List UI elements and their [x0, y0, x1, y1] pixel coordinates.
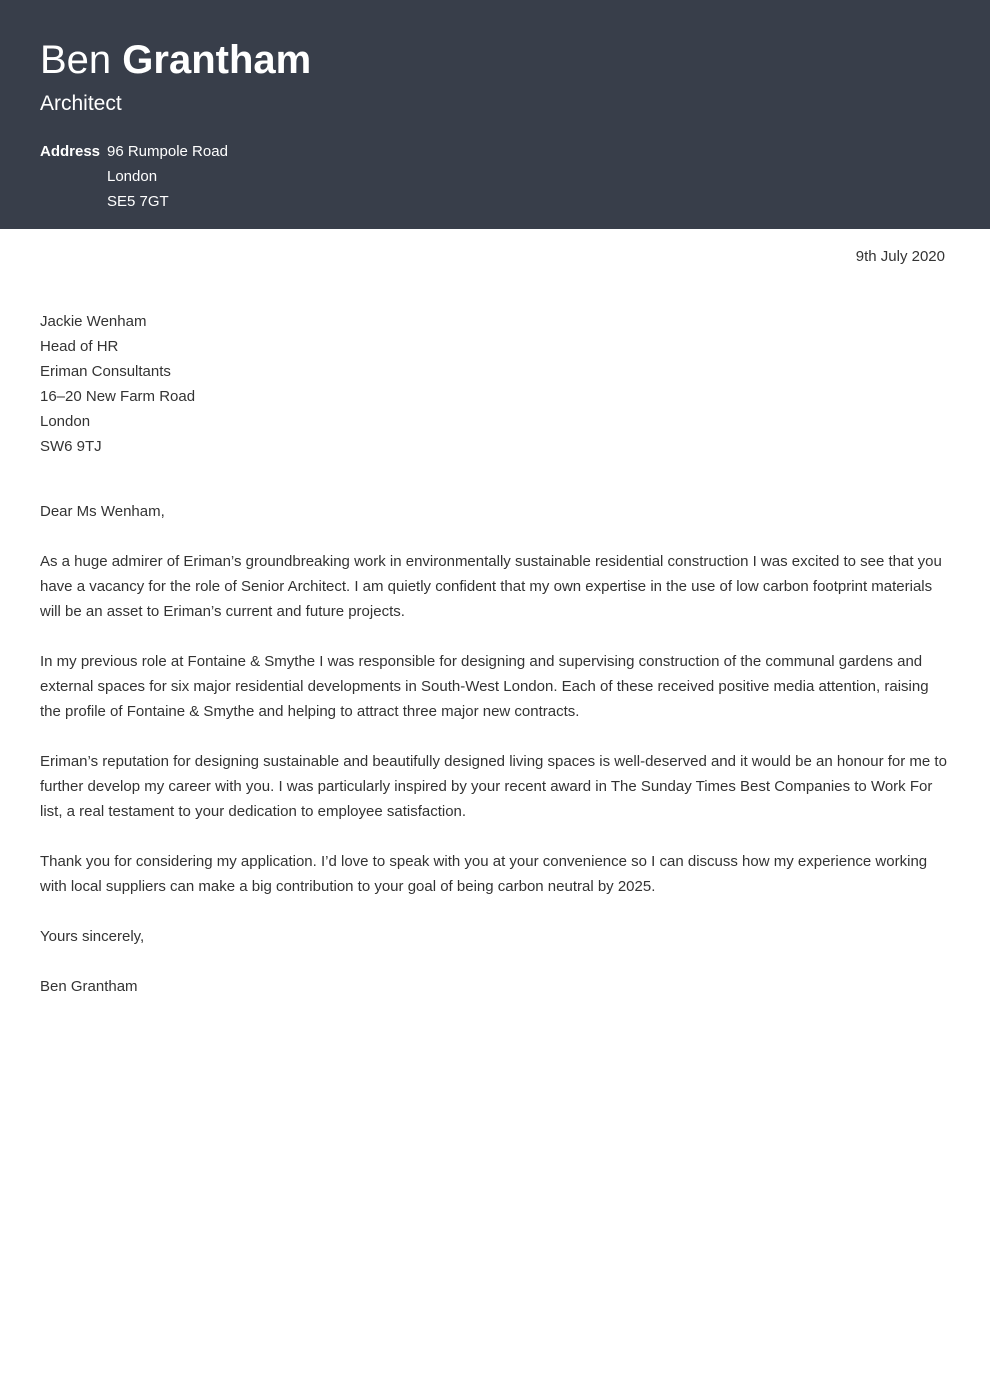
body-paragraph: Eriman’s reputation for designing sustainable and beautifully designed living spaces is well-deserved and it would be an honour for me to further develop my career with you. I was particularly inspired by your recent award in The Sunday Times Best Companies to Work For list, a real testament to your dedication to employee satisfaction. [40, 753, 947, 820]
body-paragraph: In my previous role at Fontaine & Smythe I was responsible for designing and supervising construction of the communal gardens and external spaces for six major residential developments in South-West London. Each of these received positive media attention, raising the profile of Fontaine & Smythe and helping to attract three major new contracts. [40, 653, 929, 720]
address-line: SE5 7GT [107, 193, 169, 210]
last-name: Grantham [122, 38, 312, 82]
recipient-block [40, 309, 195, 459]
recipient-name: Jackie Wenham [40, 313, 147, 330]
recipient-city: London [40, 413, 91, 430]
letter-date: 9th July 2020 [855, 248, 945, 265]
letter-body [40, 499, 950, 1024]
signature: Ben Grantham [40, 978, 138, 995]
letterhead [0, 0, 990, 229]
address-line: London [107, 168, 158, 185]
address-line: 96 Rumpole Road [107, 143, 228, 160]
recipient-company: Eriman Consultants [40, 363, 171, 380]
recipient-postcode: SW6 9TJ [40, 438, 102, 455]
body-paragraph: Thank you for considering my application. I’d love to speak with you at your convenience so I can discuss how my experience working with local suppliers can make a big contribution to your goal of being carbon neutral by 2025. [40, 853, 928, 895]
applicant-name [40, 36, 311, 84]
applicant-address [107, 139, 228, 214]
recipient-title: Head of HR [40, 338, 119, 355]
job-title: Architect [40, 92, 122, 115]
address-label: Address [40, 143, 101, 160]
closing: Yours sincerely, [40, 928, 145, 945]
body-paragraph: As a huge admirer of Eriman’s groundbreaking work in environmentally sustainable residential construction I was excited to see that you have a vacancy for the role of Senior Architect. I am quietly confident that my own expertise in the use of low carbon footprint materials will be an asset to Eriman’s current and future projects. [40, 553, 942, 620]
first-name: Ben [40, 38, 112, 82]
salutation: Dear Ms Wenham, [40, 503, 165, 520]
recipient-street: 16–20 New Farm Road [40, 388, 196, 405]
